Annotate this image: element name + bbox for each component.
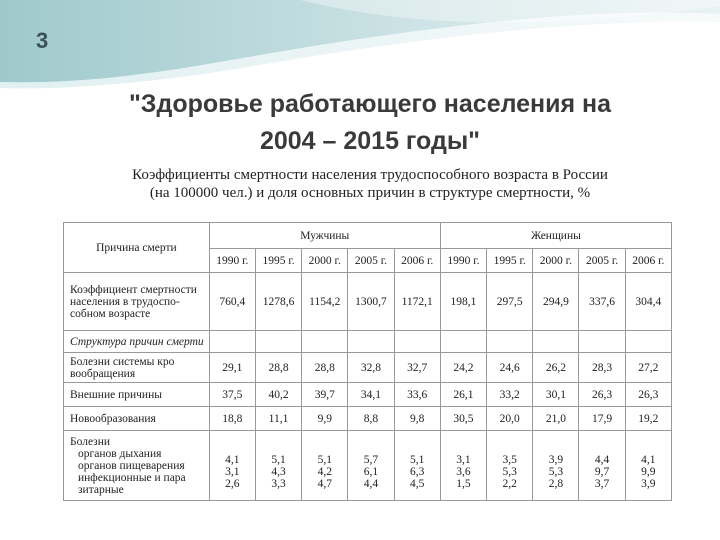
table-cell: 33,6 <box>394 383 440 407</box>
bolezni-sub-value: 4,1 <box>641 453 656 466</box>
table-cell: 198,1 <box>440 273 486 331</box>
bolezni-sub-value: 3,1 <box>456 453 471 466</box>
bolezni-sub-value: 9,7 <box>594 465 610 478</box>
bolezni-sub-value: 4,1 <box>225 453 240 466</box>
table-cell <box>579 431 625 501</box>
table-cell: 21,0 <box>533 407 579 431</box>
table-cell <box>302 331 348 353</box>
table-cell: 1172,1 <box>394 273 440 331</box>
row-label: Новообразования <box>64 407 210 431</box>
bolezni-sub-value: 3,5 <box>502 453 517 466</box>
table-cell: 20,0 <box>487 407 533 431</box>
bolezni-sub-value: 3,7 <box>594 477 610 490</box>
table-caption-line1: Коэффициенты смертности населения трудоспособного возраста в России <box>132 167 608 183</box>
bolezni-sub-value: 3,9 <box>641 477 656 490</box>
table-cell: 28,8 <box>302 353 348 383</box>
table-cell: 9,8 <box>394 407 440 431</box>
bolezni-sub-value: 5,3 <box>502 465 517 478</box>
table-cell: 37,5 <box>209 383 255 407</box>
slide-number: 3 <box>36 28 49 53</box>
table-cell <box>487 431 533 501</box>
table-row <box>64 353 672 383</box>
year-header: 2000 г. <box>302 249 348 273</box>
table-cell <box>440 431 486 501</box>
table-cell <box>533 431 579 501</box>
table-row <box>64 273 672 331</box>
mortality-table <box>63 222 672 501</box>
table-row <box>64 407 672 431</box>
bolezni-head: Болезни <box>70 435 111 448</box>
bolezni-sub-value: 2,8 <box>548 477 564 490</box>
table-cell: 304,4 <box>625 273 671 331</box>
table-cell <box>440 331 486 353</box>
table-cell: 32,8 <box>348 353 394 383</box>
bolezni-sub-label: инфекционные и пара зитарные <box>78 471 186 496</box>
table-cell: 29,1 <box>209 353 255 383</box>
table-cell <box>348 431 394 501</box>
table-cell: 18,8 <box>209 407 255 431</box>
table-cell: 1154,2 <box>302 273 348 331</box>
table-cell <box>209 431 255 501</box>
bolezni-sub-value: 4,2 <box>317 465 332 478</box>
table-cell <box>394 431 440 501</box>
slide-title-line2: 2004 – 2015 годы" <box>259 127 481 155</box>
year-header: 2000 г. <box>533 249 579 273</box>
slide-title <box>40 86 700 160</box>
table-cell <box>394 331 440 353</box>
table-cell: 337,6 <box>579 273 625 331</box>
table-cell: 30,5 <box>440 407 486 431</box>
men-group-header: Мужчины <box>209 223 440 249</box>
bolezni-sub-label: органов пищеварения <box>78 459 185 472</box>
table-cell <box>255 331 301 353</box>
bolezni-sub-value: 6,3 <box>410 465 425 478</box>
table-cell <box>348 331 394 353</box>
bolezni-sub-label: органов дыхания <box>78 447 162 460</box>
cause-header: Причина смерти <box>64 223 210 273</box>
table-cell: 26,1 <box>440 383 486 407</box>
row-label: Болезни системы кро вообращения <box>64 353 210 383</box>
table-cell: 26,3 <box>579 383 625 407</box>
table-cell <box>625 431 671 501</box>
row-label: Коэффициент смертности населения в трудоспо-собном возрасте <box>64 273 210 331</box>
table-cell: 26,3 <box>625 383 671 407</box>
bolezni-sub-value: 5,3 <box>548 465 564 478</box>
table-cell: 1300,7 <box>348 273 394 331</box>
bolezni-sub-value: 4,4 <box>363 477 379 490</box>
table-row <box>64 431 672 501</box>
table-cell: 294,9 <box>533 273 579 331</box>
bolezni-sub-value: 5,7 <box>363 453 379 466</box>
table-cell: 32,7 <box>394 353 440 383</box>
row-label <box>64 431 210 501</box>
table-cell <box>625 331 671 353</box>
table-cell: 33,2 <box>487 383 533 407</box>
table-cell: 1278,6 <box>255 273 301 331</box>
year-header: 1990 г. <box>440 249 486 273</box>
bolezni-sub-value: 4,5 <box>410 477 425 490</box>
bolezni-sub-value: 5,1 <box>410 453 425 466</box>
bolezni-sub-value: 3,3 <box>271 477 286 490</box>
bolezni-sub-value: 4,3 <box>271 465 286 478</box>
bolezni-sub-value: 1,5 <box>456 477 471 490</box>
table-cell <box>302 431 348 501</box>
table-cell: 28,3 <box>579 353 625 383</box>
year-header: 1995 г. <box>255 249 301 273</box>
table-cell <box>209 331 255 353</box>
table-cell: 297,5 <box>487 273 533 331</box>
slide-title-line1: "Здоровье работающего населения на <box>128 90 612 118</box>
bolezni-sub-value: 5,1 <box>271 453 286 466</box>
table-cell: 24,2 <box>440 353 486 383</box>
table-cell <box>533 331 579 353</box>
year-header: 1995 г. <box>487 249 533 273</box>
bolezni-sub-value: 3,1 <box>225 465 240 478</box>
table-row <box>64 331 672 353</box>
table-cell: 8,8 <box>348 407 394 431</box>
year-header: 2006 г. <box>394 249 440 273</box>
table-cell: 760,4 <box>209 273 255 331</box>
row-label: Внешние причины <box>64 383 210 407</box>
table-cell: 26,2 <box>533 353 579 383</box>
table-cell: 40,2 <box>255 383 301 407</box>
table-cell <box>255 431 301 501</box>
table-caption-line2: (на 100000 чел.) и доля основных причин в структуре смертности, % <box>149 185 591 201</box>
table-cell: 34,1 <box>348 383 394 407</box>
table-cell: 39,7 <box>302 383 348 407</box>
table-cell <box>579 331 625 353</box>
year-header: 2006 г. <box>625 249 671 273</box>
bolezni-sub-value: 3,9 <box>548 453 564 466</box>
year-header: 2005 г. <box>348 249 394 273</box>
bolezni-sub-value: 3,6 <box>456 465 471 478</box>
table-row <box>64 383 672 407</box>
table-cell: 11,1 <box>255 407 301 431</box>
table-cell: 30,1 <box>533 383 579 407</box>
bolezni-sub-value: 4,4 <box>594 453 610 466</box>
year-header: 1990 г. <box>209 249 255 273</box>
row-label: Структура причин смерти <box>64 331 210 353</box>
bolezni-sub-value: 2,2 <box>502 477 517 490</box>
table-cell: 27,2 <box>625 353 671 383</box>
table-cell: 24,6 <box>487 353 533 383</box>
bolezni-sub-value: 5,1 <box>317 453 332 466</box>
bolezni-sub-value: 4,7 <box>317 477 332 490</box>
bolezni-sub-value: 9,9 <box>641 465 656 478</box>
table-caption <box>70 166 670 202</box>
bolezni-sub-value: 6,1 <box>363 465 379 478</box>
women-group-header: Женщины <box>440 223 671 249</box>
table-cell: 28,8 <box>255 353 301 383</box>
table-cell: 17,9 <box>579 407 625 431</box>
table-cell <box>487 331 533 353</box>
header-wave-decoration <box>0 0 720 90</box>
table-cell: 9,9 <box>302 407 348 431</box>
table-cell: 19,2 <box>625 407 671 431</box>
year-header: 2005 г. <box>579 249 625 273</box>
bolezni-sub-value: 2,6 <box>225 477 240 490</box>
